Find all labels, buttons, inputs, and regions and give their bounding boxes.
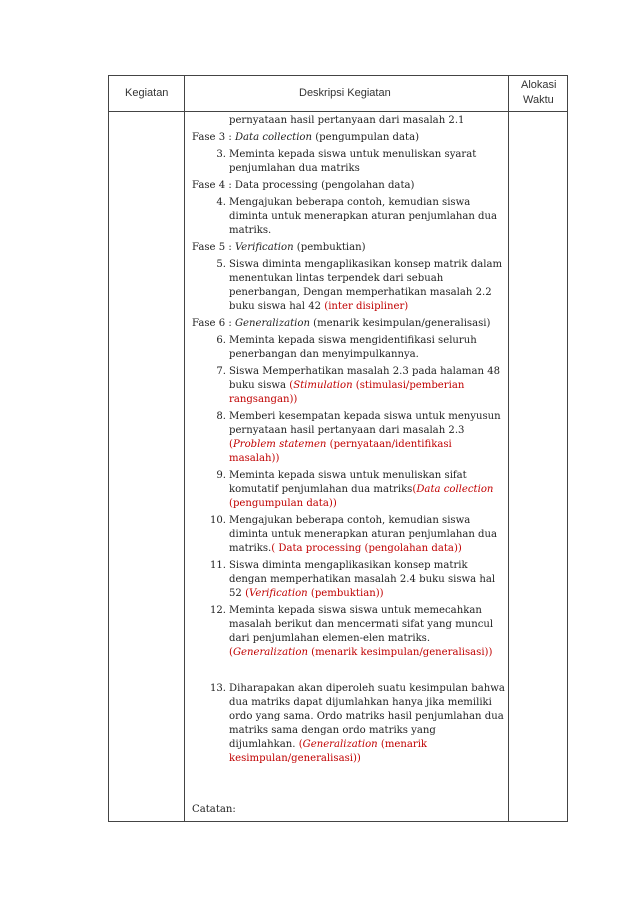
header-waktu: Waktu (523, 94, 554, 106)
notes-area (189, 803, 505, 817)
list-item: 8. Memberi kesempatan kepada siswa untuk menyusun pernyataan hasil pertanyaan dari masalah 2.3 (Problem statemen (pernyataan/identifikasi masalah)) (216, 411, 501, 464)
list-item: 9. Meminta kepada siswa untuk menuliskan sifat komutatif penjumlahan dua matriks(Data collection (pengumpulan data)) (216, 470, 494, 509)
list-item: 3. Meminta kepada siswa untuk menuliskan syarat penjumlahan dua matriks (216, 149, 477, 174)
catatan-label: Catatan: (192, 804, 236, 815)
lead-line: pernyataan hasil pertanyaan dari masalah 2.1 (229, 115, 465, 126)
list-item: 10. Mengajukan beberapa contoh, kemudian siswa diminta untuk menerapkan aturan penjumlahan dua matriks.( Data processing (pengolahan data)) (209, 515, 498, 554)
list-item: 13. Diharapakan akan diperoleh suatu kesimpulan bahwa dua matriks dapat dijumlahkan hanya jika memiliki ordo yang sama. Ordo matriks hasil penjumlahan dua matriks sama dengan ordo matriks yang dijumlahkan. (Generalization (menarik kesimpulan/generalisasi)) (209, 683, 505, 764)
header-alokasi: Alokasi (521, 79, 557, 91)
phase-6: Fase 6 : Generalization (menarik kesimpulan/generalisasi) (192, 318, 491, 329)
list-item: 12. Meminta kepada siswa siswa untuk memecahkan masalah berikut dan mencermati sifat yang muncul dari penjumlahan elemen-elen matriks. (Generalization (menarik kesimpulan/generalisasi)) (209, 605, 494, 658)
header-deskripsi: Deskripsi Kegiatan (299, 87, 391, 99)
list-item: 7. Siswa Memperhatikan masalah 2.3 pada halaman 48 buku siswa (Stimulation (stimulasi/pemberian rangsangan)) (216, 366, 501, 405)
list-item: 4. Mengajukan beberapa contoh, kemudian siswa diminta untuk menerapkan aturan penjumlahan dua matriks. (216, 197, 498, 236)
phase-3: Fase 3 : Data collection (pengumpulan data) (192, 132, 420, 143)
header-divider (109, 111, 567, 112)
column-divider (184, 76, 185, 821)
list-item: 5. Siswa diminta mengaplikasikan konsep matrik dalam menentukan lintas terpendek dari sebuah penerbangan, Dengan memperhatikan masalah 2.2 buku siswa hal 42 (inter disipliner) (216, 259, 503, 312)
phase-5: Fase 5 : Verification (pembuktian) (192, 242, 366, 253)
phase-4: Fase 4 : Data processing (pengolahan data) (192, 180, 415, 191)
header-kegiatan: Kegiatan (125, 87, 169, 99)
activity-table (108, 75, 568, 822)
column-divider (508, 76, 509, 821)
list-item: 6. Meminta kepada siswa mengidentifikasi seluruh penerbangan dan menyimpulkannya. (216, 335, 477, 360)
description-cell (189, 114, 505, 769)
list-item: 11. Siswa diminta mengaplikasikan konsep matrik dengan memperhatikan masalah 2.4 buku siswa hal 52 (Verification (pembuktian)) (209, 560, 496, 599)
